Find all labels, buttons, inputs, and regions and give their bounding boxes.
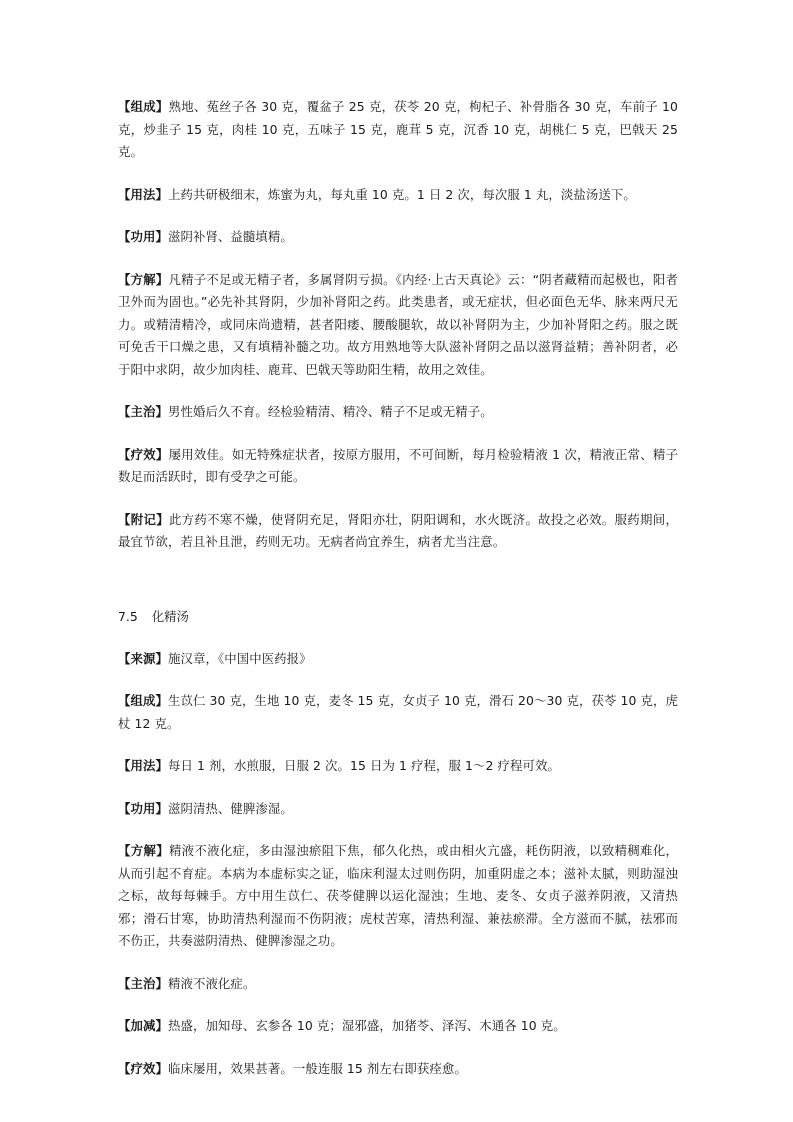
paragraph-composition [118, 96, 678, 164]
paragraph-text: 屡用效佳。如无特殊症状者，按原方服用，不可间断，每月检验精液 1 次，精液正常、精子数足而活跃时，即有受孕之可能。 [118, 446, 678, 484]
paragraph-label: 【方解】 [118, 843, 169, 858]
paragraph-efficacy [118, 1058, 678, 1081]
paragraph-text: 精液不液化症，多由湿浊瘀阻下焦，郁久化热，或由相火亢盛，耗伤阴液，以致精稠难化，从而引起不育症。本病为本虚标实之证，临床利湿太过则伤阴，加重阴虚之本；滋补太腻，则助湿浊之标，故每每棘手。方中用生苡仁、茯苓健脾以运化湿浊；生地、麦冬、女贞子滋养阴液，又清热邪；滑石甘寒，协助清热利湿而不伤阴液；虎杖苦寒，清热利湿、兼祛瘀滞。全方滋而不腻，祛邪而不伤正，共奏滋阴清热、健脾渗湿之功。 [118, 843, 678, 948]
paragraph-label: 【方解】 [118, 271, 169, 287]
section-heading [118, 606, 678, 628]
paragraph-label: 【主治】 [118, 404, 168, 419]
paragraph-text: 滋阴补肾、益髓填精。 [167, 229, 293, 244]
paragraph-composition [118, 690, 678, 735]
paragraph-label: 【附记】 [118, 511, 169, 527]
section-title: 化精汤 [151, 608, 189, 624]
paragraph-label: 【组成】 [118, 99, 169, 114]
paragraph-text: 滋阴清热、健脾渗湿。 [167, 800, 293, 816]
section-number: 7.5 [118, 608, 138, 624]
paragraph-label: 【用法】 [118, 758, 168, 773]
paragraph-indication [118, 401, 678, 424]
paragraph-label: 【疗效】 [118, 1060, 168, 1076]
paragraph-text: 此方药不寒不燥，使肾阴充足，肾阳亦壮，阴阳调和，水火既济。故投之必效。服药期间，最宜节欲，若且补且泄，药则无功。无病者尚宜养生，病者尤当注意。 [118, 511, 678, 549]
paragraph-usage [118, 184, 678, 207]
paragraph-text: 凡精子不足或无精子者，多属肾阴亏损。《内经·上古天真论》云：“阴者藏精而起极也，阳者卫外而为固也。”必先补其肾阴，少加补肾阳之药。此类患者，或无症状，但必面色无华、脉来两尺无力。或精清精冷，或同床尚遗精，甚者阳痿、腰酸腿软，故以补肾阴为主，少加补肾阳之药。服之既可免舌干口燥之患，又有填精补髓之功。故方用熟地等大队滋补肾阴之品以滋肾益精；善补阴者，必于阳中求阴，故少加肉桂、鹿茸、巴戟天等助阳生精，故用之效佳。 [118, 271, 678, 377]
document-page [118, 96, 678, 1100]
paragraph-label: 【来源】 [118, 650, 168, 666]
paragraph-modification [118, 1015, 678, 1038]
paragraph-text: 上药共研极细末，炼蜜为丸，每丸重 10 克。1 日 2 次，每次服 1 丸，淡盐汤送下。 [167, 186, 636, 202]
paragraph-text: 精液不液化症。 [167, 975, 256, 991]
paragraph-label: 【功用】 [118, 229, 168, 244]
paragraph-label: 【主治】 [118, 975, 168, 991]
paragraph-indication [118, 973, 678, 996]
paragraph-label: 【疗效】 [118, 446, 169, 462]
paragraph-explanation [118, 269, 678, 382]
paragraph-usage [118, 755, 678, 778]
paragraph-function [118, 798, 678, 821]
paragraph-text: 施汉章，《中国中医药报》 [167, 650, 312, 666]
paragraph-label: 【加减】 [118, 1018, 168, 1033]
paragraph-text: 熟地、菟丝子各 30 克，覆盆子 25 克，茯苓 20 克，枸杞子、补骨脂各 30 克，车前子 10 克，炒韭子 15 克，肉桂 10 克，五味子 15 克，鹿茸 5 克，沉香 10 克，胡桃仁 5 克，巴戟天 25 克。 [118, 99, 679, 159]
paragraph-note [118, 509, 678, 554]
paragraph-source [118, 648, 678, 671]
paragraph-efficacy [118, 444, 678, 489]
paragraph-text: 每日 1 剂，水煎服，日服 2 次。15 日为 1 疗程，服 1～2 疗程可效。 [167, 758, 560, 773]
paragraph-label: 【组成】 [118, 693, 168, 708]
paragraph-function [118, 226, 678, 249]
paragraph-text: 男性婚后久不育。经检验精清、精冷、精子不足或无精子。 [167, 404, 493, 419]
paragraph-explanation [118, 840, 678, 953]
paragraph-text: 热盛，加知母、玄参各 10 克；湿邪盛，加猪苓、泽泻、木通各 10 克。 [167, 1018, 566, 1033]
paragraph-text: 临床屡用，效果甚著。一般连服 15 剂左右即获痊愈。 [167, 1060, 467, 1076]
paragraph-text: 生苡仁 30 克，生地 10 克，麦冬 15 克，女贞子 10 克，滑石 20～30 克，茯苓 10 克，虎杖 12 克。 [118, 693, 678, 731]
paragraph-label: 【功用】 [118, 800, 168, 816]
paragraph-label: 【用法】 [118, 186, 168, 202]
